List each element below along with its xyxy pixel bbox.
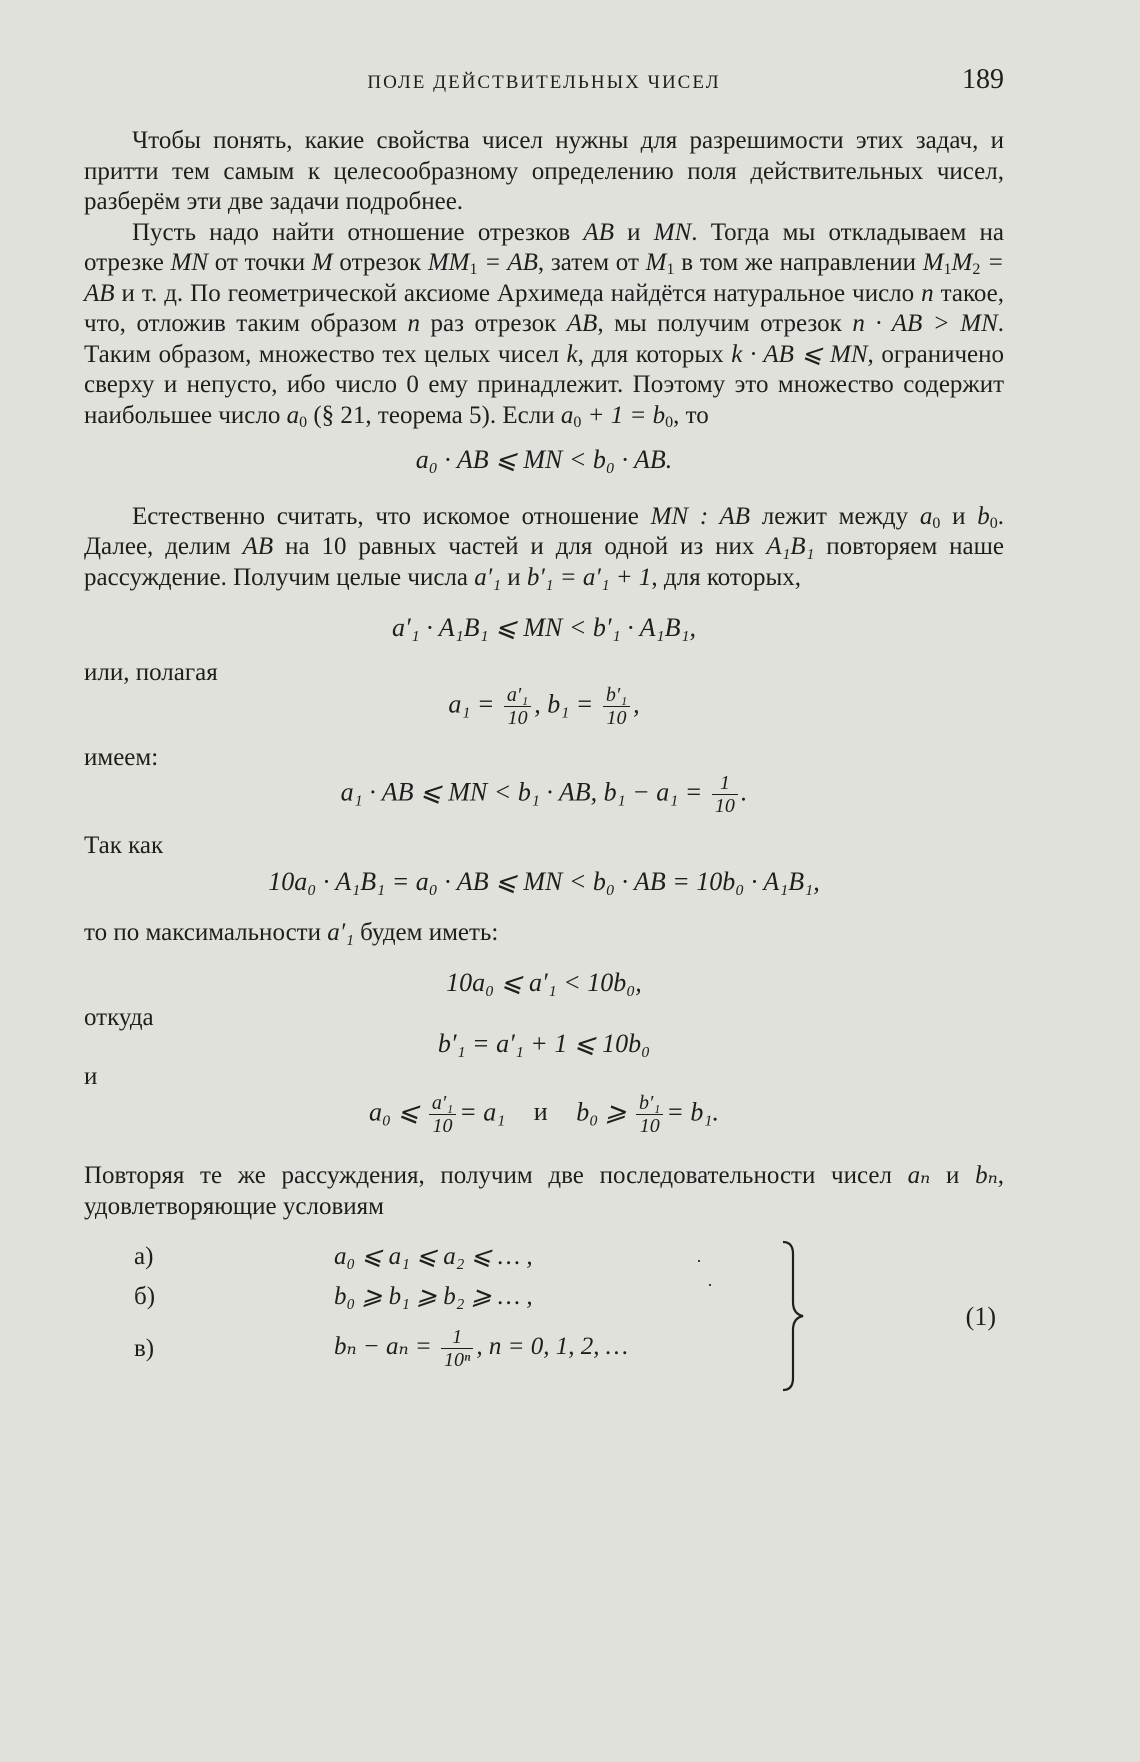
paragraph-1: Чтобы понять, какие свойства чисел нужны для разрешимости этих задач, и притти тем самым к целесообразному определению поля действительных чисел, разберём эти две задачи подробнее. (84, 127, 1004, 215)
formula-5: 10a₀ · A₁B₁ = a₀ · AB ⩽ MN < b₀ · AB = 10b₀ · A₁B₁, (268, 867, 820, 896)
running-title: ПОЛЕ ДЕЙСТВИТЕЛЬНЫХ ЧИСЕЛ (367, 72, 721, 93)
fraction: $\frac{\text{b′₁}}{10}$ (636, 1092, 663, 1137)
label-imeem: имеем: (84, 744, 159, 771)
formula-7: b′₁ = a′₁ + 1 ⩽ 10b₀ (437, 1029, 651, 1058)
fraction: $\frac{1}{\text{10ⁿ}}$ (441, 1326, 473, 1371)
fraction: $\frac{\text{a′₁}}{10}$ (504, 684, 531, 729)
fraction: $\frac{\text{a′₁}}{10}$ (429, 1092, 456, 1137)
formula-6: 10a₀ ⩽ a′₁ < 10b₀, (446, 968, 642, 997)
equation-system-1 (84, 1240, 1004, 1400)
label-i: и (84, 1062, 98, 1090)
line-maximality: то по максимальности a′₁ будем иметь: (84, 918, 499, 946)
paragraph-3: Естественно считать, что искомое отношение MN : AB лежит между $a_0$ и $b_0$. Далее, делим AB на 10 равных частей и для одной из них A₁B₁ повторяем наше рассуждение. Получим целые числа a′₁ и b′₁ = a′₁ + 1, для которых, (84, 502, 1004, 591)
system-row-a: а) a₀ ⩽ a₁ ⩽ a₂ ⩽ … , (134, 1243, 533, 1270)
equation-number: (1) (965, 1302, 996, 1331)
label-ili: или, полагая (84, 658, 218, 686)
fraction: $\frac{\text{b′₁}}{10}$ (603, 684, 630, 729)
formula-8: a₀ ⩽ $\frac{\text{a′₁}}{10}$ = a₁ и b₀ ⩾ $\frac{\text{b′₁}}{10}$ = b₁. (369, 1092, 719, 1137)
speck: · (696, 1251, 702, 1271)
system-row-b: б) b₀ ⩾ b₁ ⩾ b₂ ⩾ … , (134, 1283, 533, 1310)
right-brace-icon (779, 1240, 809, 1392)
paragraph-4: Повторяя те же рассуждения, получим две последовательности чисел aₙ и bₙ, удовлетворяющие условиям (84, 1162, 1004, 1220)
paragraph-2: Пусть надо найти отношение отрезков AB и MN. Тогда мы откладываем на отрезке MN от точки M отрезок $MM_1$ = AB, затем от $M_1$ в том же направлении $M_1M_2$ = AB и т. д. По геометрической аксиоме Архимеда найдётся натуральное число n такое, что, отложив таким образом n раз отрезок AB, мы получим отрезок n · AB > MN. Таким образом, множество тех целых чисел k, для которых k · AB ⩽ MN, ограничено сверху и непусто, ибо число 0 ему принадлежит. Поэтому это множество содержит наибольшее число $a_0$ (§ 21, теорема 5). Если $a_0 + 1 = b_0$, то (84, 218, 1005, 431)
formula-3: a₁ = $\frac{\text{a′₁}}{10}$ , b₁ = $\frac{\text{b′₁}}{10}$ , (448, 684, 640, 729)
formula-2: a′₁ · A₁B₁ ⩽ MN < b′₁ · A₁B₁, (391, 613, 697, 642)
page-header (84, 62, 1004, 102)
speck: · (707, 1275, 713, 1295)
page-body (84, 126, 1004, 1400)
page-number: 189 (962, 64, 1004, 95)
fraction: $\frac{1}{10}$ (712, 772, 738, 817)
label-otkuda: откуда (84, 1003, 154, 1031)
formula-4: a₁ · AB ⩽ MN < b₁ · AB, b₁ − a₁ = $\frac{1}{10}$ . (340, 771, 748, 817)
system-row-v: в) bₙ − aₙ = $\frac{1}{\text{10ⁿ}}$ , n = 0, 1, 2, … (134, 1326, 628, 1371)
formula-1: a₀ · AB ⩽ MN < b₀ · AB. (415, 445, 673, 474)
label-tak-kak: Так как (84, 831, 164, 859)
